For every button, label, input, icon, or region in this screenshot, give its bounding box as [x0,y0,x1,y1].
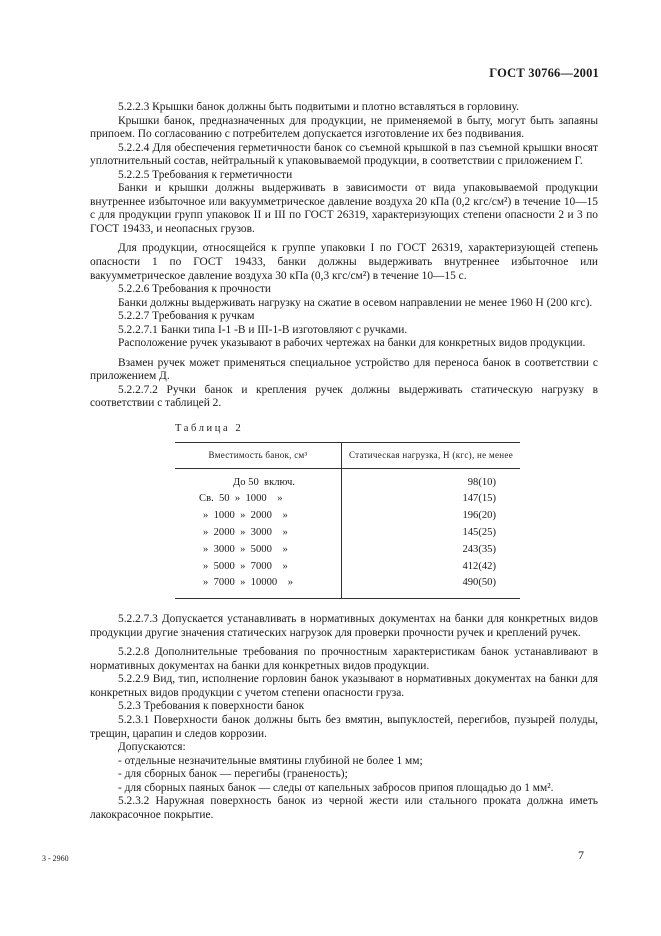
paragraph: Банки и крышки должны выдерживать в зависимости от вида упаковываемой продукции внутреннее избыточное или вакуумметрическое давление воздуха 20 кПа (0,2 кгс/см²) в течение 10—15 с для продукции групп упаковок II и III по ГОСТ 26319, характеризующих степени опасности 2 и 3 по ГОСТ 19433, и неопасных грузов. [90,182,598,235]
paragraph: Взамен ручек может применяться специальное устройство для переноса банок в соответствии с приложением Д. [90,356,598,383]
table-row [175,542,520,559]
capacity-cell: » 7000 » 10000 » [175,575,342,598]
table-header-capacity: Вместимость банок, см³ [175,442,342,468]
load-table [175,442,520,600]
load-cell: 145(25) [462,526,496,538]
paragraphs-after-table [90,613,598,822]
standard-header: ГОСТ 30766—2001 [489,66,599,80]
load-cell: 98(10) [467,476,496,488]
paragraph: Расположение ручек указывают в рабочих чертежах на банки для конкретных видов продукции. [118,337,586,350]
capacity-cell: » 3000 » 5000 » [175,542,342,559]
section-heading: 5.2.3 Требования к поверхности банок [118,700,305,713]
paragraph: 5.2.3.2 Наружная поверхность банок из черной жести или стального проката должна иметь лакокрасочное покрытие. [90,795,598,821]
paragraph: 5.2.2.3 Крышки банок должны быть подвитыми и плотно вставляться в горловину. [118,101,519,113]
table-row [175,491,520,508]
section-heading: 5.2.2.7 Требования к ручкам [118,310,255,323]
paragraph: 5.2.3.1 Поверхности банок должны быть без вмятин, выпуклостей, перегибов, пузырей полуды, трещин, царапин и следов коррозии. [90,713,598,740]
paragraph: Для продукции, относящейся к группе упаковки I по ГОСТ 26319, характеризующей степень опасности 1 по ГОСТ 19433, банки должны выдерживать внутреннее избыточное или вакуумметрическое давление воздуха 30 кПа (0,3 кгс/см²) в течение 10—15 с. [90,242,598,282]
capacity-cell: » 5000 » 7000 » [175,559,342,576]
paragraph: 5.2.2.8 Дополнительные требования по прочностным характеристикам банок устанавливают в нормативных документах на банки для конкретных видов продукции. [90,646,598,672]
list-item: - отдельные незначительные вмятины глубиной не более 1 мм; [118,754,423,767]
paragraph: 5.2.2.7.3 Допускается устанавливать в нормативных документах на банки для конкретных видов продукции другие значения статических нагрузок для проверки прочности ручек и креплений ручек. [90,613,598,639]
paragraph: 5.2.2.7.1 Банки типа I-1 -В и III-1-В изготовляют с ручками. [118,323,408,336]
document-body [90,101,598,822]
paragraph: Крышки банок, предназначенных для продукции, не применяемой в быту, могут быть запаяны припоем. По согласованию с потребителем допускается изготовление их без подвивания. [90,114,598,141]
table-row [175,559,520,576]
load-cell: 490(50) [342,575,521,598]
capacity-cell: Св. 50 » 1000 » [175,491,342,508]
paragraph: 5.2.2.9 Вид, тип, исполнение горловин банок указывают в нормативных документах на банки для конкретных видов продукции с учетом степени опасности груза. [90,673,598,699]
load-cell: 196(20) [462,510,496,522]
section-heading: 5.2.2.5 Требования к герметичности [118,168,293,181]
table-header-load: Статическая нагрузка, Н (кгс), не менее [342,442,521,468]
paragraph: Допускаются: [118,741,186,754]
table-row [175,508,520,525]
section-heading: 5.2.2.6 Требования к прочности [118,283,272,296]
paragraph: 5.2.2.7.2 Ручки банок и крепления ручек должны выдерживать статическую нагрузку в соответствии с таблицей 2. [90,383,598,410]
list-item: - для сборных банок — перегибы (граненость); [118,768,348,781]
table-row [175,525,520,542]
list-item: - для сборных паяных банок — следы от капельных забросов припоя площадью до 1 мм². [118,781,554,794]
table-caption: Таблица 2 [175,423,244,435]
table-row [175,468,520,491]
load-cell: 243(35) [462,543,496,555]
print-code: 3 - 2960 [42,854,69,863]
capacity-cell: » 2000 » 3000 » [175,525,342,542]
capacity-cell: » 1000 » 2000 » [175,508,342,525]
load-cell: 147(15) [462,493,496,505]
page-number: 7 [578,848,584,862]
load-cell: 412(42) [462,560,496,572]
capacity-cell: До 50 включ. [175,468,342,491]
table-row [175,575,520,598]
paragraph: Банки должны выдерживать нагрузку на сжатие в осевом направлении не менее 1960 Н (200 кгс). [118,296,593,309]
paragraph: 5.2.2.4 Для обеспечения герметичности банок со съемной крышкой в паз съемной крышки вносят уплотнительный состав, нейтральный к упаковываемой продукции, в соответствии с приложением Г. [90,141,598,168]
